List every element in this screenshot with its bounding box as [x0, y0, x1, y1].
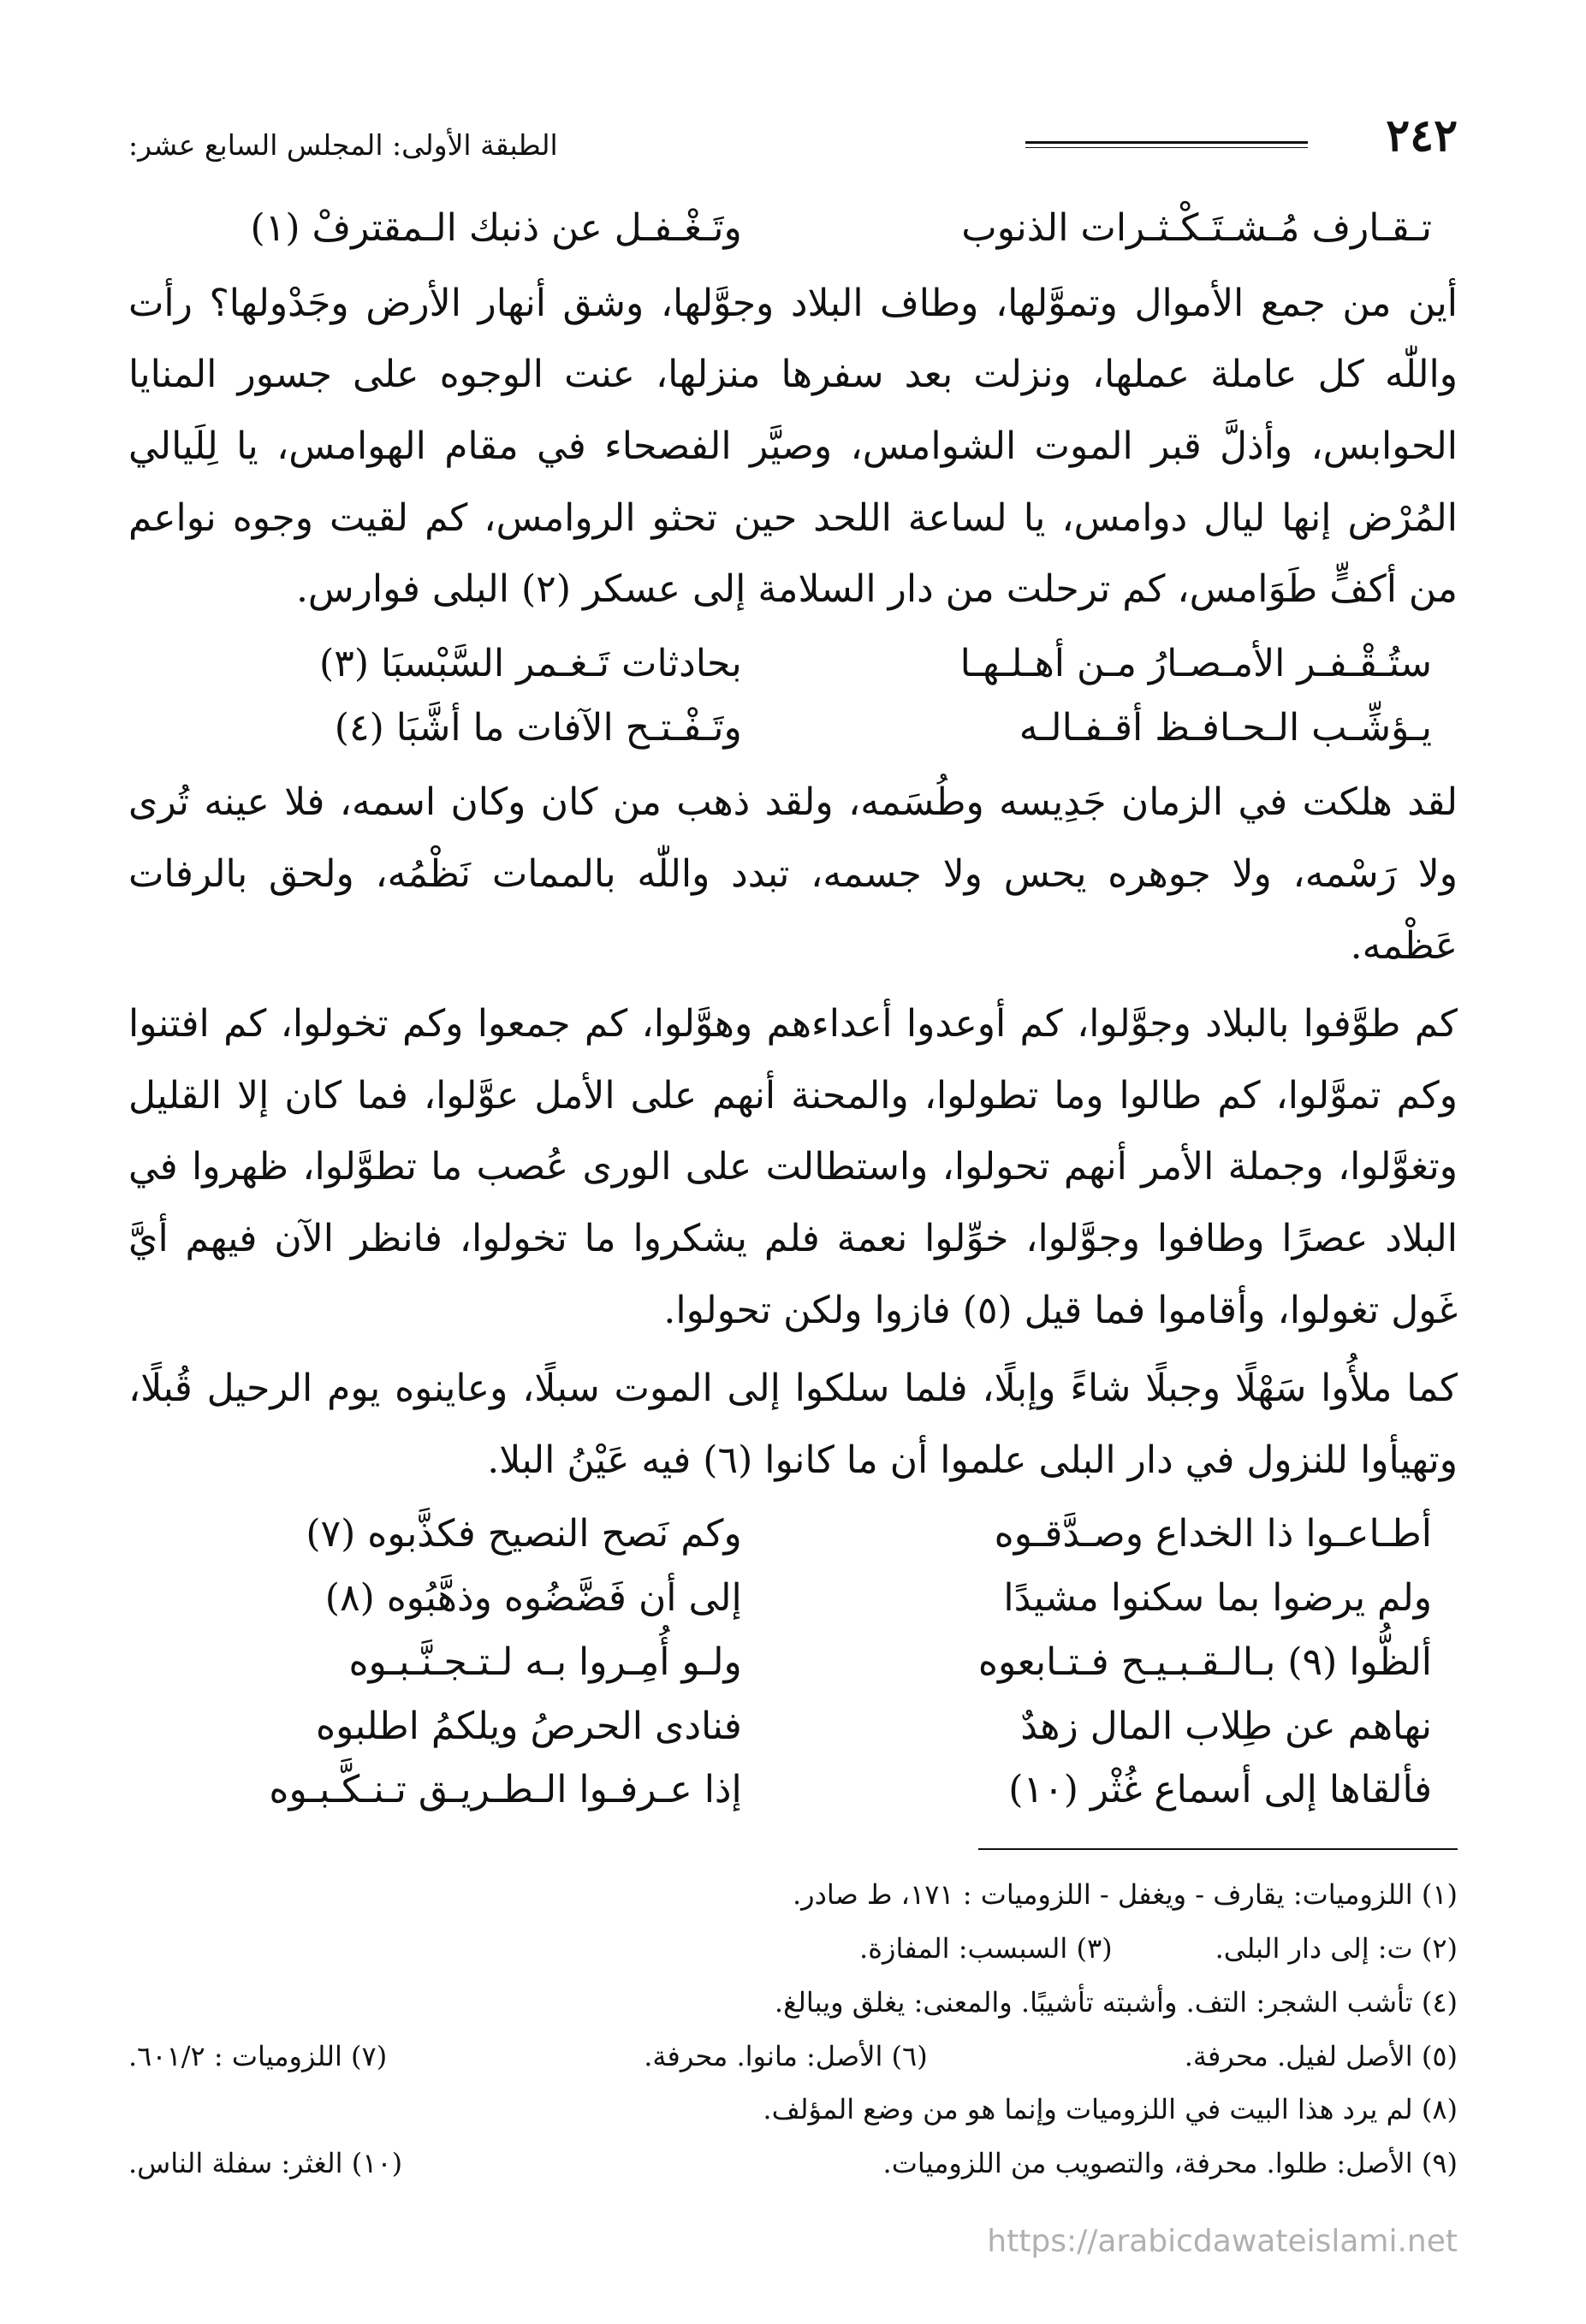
verse-first-hemistich: فألقاها إلى أسماع غُثْر (١٠): [1008, 1768, 1432, 1812]
verse-first-hemistich: تـقـارف مُـشـتَـكْـثـرات الذنوب: [961, 206, 1432, 250]
page-body: [128, 197, 1458, 2198]
footnote-4: (٤) تأشب الشجر: التف. وأشبته تأشيبًا. والمعنى: يغلق ويبالغ.: [774, 1985, 1458, 2019]
footnote-10: (١٠) الغثر: سفلة الناس.: [128, 2147, 403, 2180]
verse-second-hemistich: بحادثات تَـغـمر السَّبْسبَا (٣): [319, 641, 742, 685]
verse-line: [154, 697, 1432, 761]
source-watermark: https://arabicdawateislami.net: [987, 2224, 1458, 2259]
verse-line: [154, 1631, 1432, 1695]
footnote-row: [128, 1983, 1458, 2022]
verse-first-hemistich: يـؤشِّـب الـحـافـظ أقـفـالـه: [1019, 705, 1432, 750]
verse-line: [154, 1567, 1432, 1631]
verse-first-hemistich: ولم يرضوا بما سكنوا مشيدًا: [1003, 1576, 1432, 1621]
verse-second-hemistich: وتَـغْـفـل عن ذنبك الـمقترفْ (١): [250, 206, 742, 250]
footnote-2: (٢) ت: إلى دار البلى.: [1215, 1932, 1458, 1965]
footnote-1: (١) اللزوميات: يقارف - ويغفل - اللزوميات : ١٧١، ط صادر.: [792, 1878, 1458, 1912]
footnote-row: [128, 2144, 1458, 2183]
prose-paragraph: لقد هلكت في الزمان جَدِيسه وطُسَمه، ولقد ذهب من كان وكان اسمه، فلا عينه تُرى ولا رَسْمه، ولا جوهره يحس ولا جسمه، تبدد واللّٰه بالممات نَظْمُه، ولحق بالرفات عَظْمه.: [128, 780, 1458, 968]
footnote-row: [128, 2090, 1458, 2129]
footnote-9: (٩) الأصل: طلوا. محرفة، والتصويب من اللزوميات.: [882, 2147, 1458, 2180]
verse-first-hemistich: أطـاعـوا ذا الخداع وصـدَّقـوه: [994, 1512, 1432, 1556]
page-number: ٢٤٢: [1386, 110, 1458, 162]
header-rule: [1025, 141, 1308, 151]
footnote-row: [128, 1930, 1458, 1968]
prose-paragraph: كم طوَّفوا بالبلاد وجوَّلوا، كم أوعدوا أعداءهم وهوَّلوا، كم جمعوا وكم تخولوا، كم افتنوا وكم تموَّلوا، كم طالوا وما تطولوا، والمحنة أنهم على الأمل عوَّلوا، فما كان إلا القليل وتغوَّلوا، وجملة الأمر أنهم تحولوا، واستطالت على الورى عُصب ما تطوَّلوا، ظهروا في البلاد عصرًا وطافوا وجوَّلوا، خوِّلوا نعمة فلم يشكروا ما تخولوا، فانظر الآن فيهم أيَّ غَول تغولوا، وأقاموا فما قيل (٥) فازوا ولكن تحولوا.: [128, 1002, 1458, 1332]
footnote-row: [128, 2037, 1458, 2076]
verse-line: [154, 197, 1432, 261]
prose-paragraph: أين من جمع الأموال وتموَّلها، وطاف البلاد وجوَّلها، وشق أنهار الأرض وجَدْولها؟ رأت واللّٰه كل عاملة عملها، ونزلت بعد سفرها منزلها، عنت الوجوه على جسور المنايا الحوابس، وأذلَّ قبر الموت الشوامس، وصيَّر الفصحاء في مقام الهوامس، يا لِلَيالي المُرْض إنها ليال دوامس، يا لساعة اللحد حين تحثو الروامس، كم لقيت وجوه نواعم من أكفٍّ طَوَامس، كم ترحلت من دار السلامة إلى عسكر (٢) البلى فوارس.: [128, 281, 1458, 612]
running-header-title: الطبقة الأولى: المجلس السابع عشر:: [128, 128, 558, 162]
footnote-3: (٣) السبسب: المفازة.: [859, 1932, 1113, 1965]
verse-second-hemistich: إذا عـرفـوا الـطـريـق تـنـكَّـبـوه: [269, 1768, 742, 1812]
verse-line: [154, 1695, 1432, 1759]
footnote-8: (٨) لم يرد هذا البيت في اللزوميات وإنما هو من وضع المؤلف.: [763, 2093, 1458, 2126]
footnote-6: (٦) الأصل: مانوا. محرفة.: [644, 2039, 928, 2072]
verse-line: [154, 632, 1432, 697]
footnote-5: (٥) الأصل لفيل. محرفة.: [1184, 2039, 1458, 2072]
footnotes: [128, 1876, 1458, 2183]
verse-first-hemistich: ألظُّوا (٩) بـالـقـبـيـح فـتـابعوه: [977, 1639, 1432, 1684]
verse-line: [154, 1503, 1432, 1567]
prose-paragraph: كما ملأُوا سَهْلًا وجبلًا شاءً وإبلًا، فلما سلكوا إلى الموت سبلًا، وعاينوه يوم الرحيل قُبلًا، وتهيأوا للنزول في دار البلى علموا أن ما كانوا (٦) فيه عَيْنُ البلا.: [128, 1367, 1458, 1482]
footnote-row: [128, 1876, 1458, 1914]
verse-second-hemistich: وتَـفْـتـح الآفات ما أشَّبَا (٤): [334, 705, 742, 750]
verse-second-hemistich: إلى أن فَضَّضُوه وذهَّبُوه (٨): [324, 1576, 742, 1621]
footnote-7: (٧) اللزوميات : ٦٠١/٢.: [128, 2039, 388, 2072]
verse-first-hemistich: نهاهم عن طِلاب المال زهدٌ: [1020, 1704, 1432, 1748]
verse-first-hemistich: ستُـقْـفـر الأمـصـارُ مـن أهـلـهـا: [959, 641, 1432, 685]
verse-line: [154, 1758, 1432, 1823]
verse-second-hemistich: فنادى الحرصُ ويلكمُ اطلبوه: [316, 1704, 742, 1748]
verse-second-hemistich: ولـو أُمِـروا بـه لـتـجـنَّـبـوه: [348, 1639, 742, 1684]
verse-second-hemistich: وكم نَصح النصيح فكذَّبوه (٧): [306, 1512, 742, 1556]
footnote-separator: [978, 1848, 1458, 1850]
